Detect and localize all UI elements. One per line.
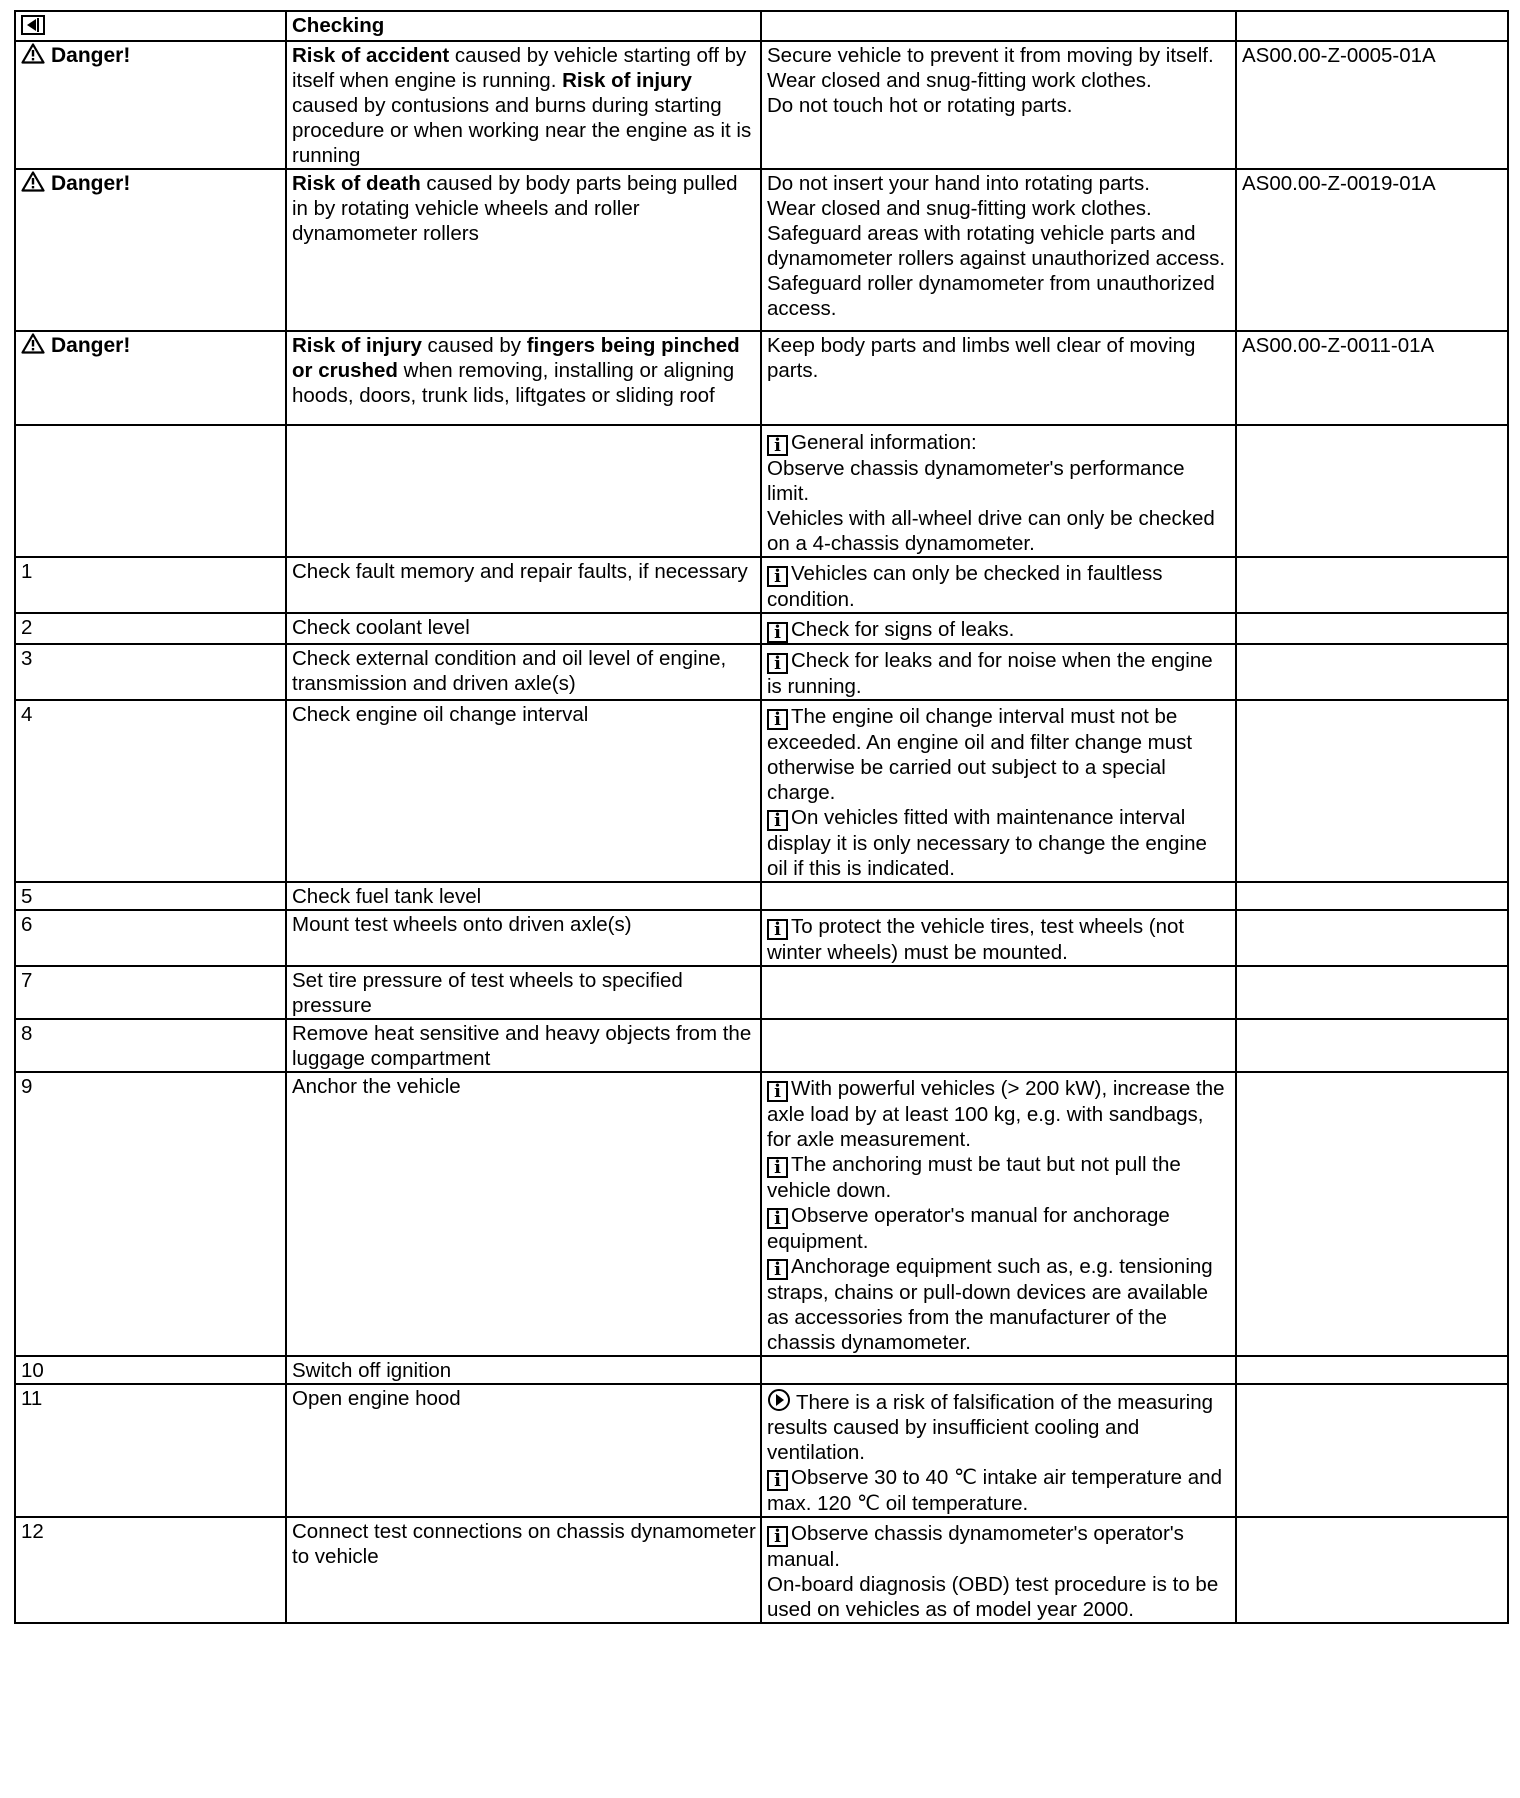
step-notes <box>761 1019 1236 1072</box>
step-row <box>15 1384 1508 1517</box>
info-icon: i <box>767 653 788 674</box>
checking-table <box>14 10 1509 1624</box>
step-note-text: The anchoring must be taut but not pull the vehicle down. <box>767 1153 1181 1202</box>
step-row <box>15 700 1508 882</box>
info-icon: i <box>767 566 788 587</box>
step-number: 10 <box>15 1356 286 1384</box>
danger-measures <box>761 331 1236 425</box>
procedure-document <box>14 10 1507 1624</box>
danger-row <box>15 41 1508 169</box>
danger-description <box>286 41 761 169</box>
step-row <box>15 1517 1508 1623</box>
step-note-text: There is a risk of falsification of the measuring results caused by insufficient cooling and ventilation. <box>767 1391 1214 1464</box>
header-empty-cell <box>761 11 1236 41</box>
step-notes <box>761 613 1236 644</box>
header-empty-cell <box>1236 11 1508 41</box>
danger-description <box>286 169 761 331</box>
info-icon: i <box>767 1081 788 1102</box>
danger-risk-text: caused by body parts being pulled in by rotating vehicle wheels and roller dynamometer rollers <box>292 172 738 245</box>
empty-cell <box>1236 1019 1508 1072</box>
empty-cell <box>1236 613 1508 644</box>
step-note <box>767 648 1231 699</box>
measure-line: Wear closed and snug-fitting work clothes. <box>767 69 1152 92</box>
step-note <box>767 617 1231 643</box>
step-notes <box>761 1384 1236 1517</box>
step-text: Check external condition and oil level of engine, transmission and driven axle(s) <box>286 644 761 700</box>
general-info-line: Vehicles with all-wheel drive can only be checked on a 4-chassis dynamometer. <box>767 507 1215 555</box>
header-row <box>15 11 1508 41</box>
step-note <box>767 1254 1231 1355</box>
step-row <box>15 1356 1508 1384</box>
warning-triangle-icon <box>21 333 45 354</box>
danger-label-cell <box>15 41 286 169</box>
step-note <box>767 1152 1231 1203</box>
general-info-row <box>15 425 1508 557</box>
step-note <box>767 914 1231 965</box>
step-row <box>15 557 1508 613</box>
info-icon: i <box>767 1526 788 1547</box>
empty-cell <box>1236 425 1508 557</box>
step-text: Mount test wheels onto driven axle(s) <box>286 910 761 966</box>
empty-cell <box>1236 966 1508 1019</box>
empty-cell <box>1236 644 1508 700</box>
step-note-text: Anchorage equipment such as, e.g. tensioning straps, chains or pull-down devices are available as accessories from the manufacturer of the chassis dynamometer. <box>767 1255 1213 1354</box>
measure-line: Do not insert your hand into rotating parts. <box>767 172 1150 195</box>
general-info-title: General information: <box>791 431 977 454</box>
danger-measures <box>761 169 1236 331</box>
info-icon: i <box>767 1208 788 1229</box>
step-row <box>15 644 1508 700</box>
danger-risk-text: when removing, installing or aligning hoods, doors, trunk lids, liftgates or sliding roof <box>292 359 735 407</box>
step-note-text: Observe chassis dynamometer's operator's manual. <box>767 1522 1184 1571</box>
danger-row <box>15 331 1508 425</box>
step-row <box>15 613 1508 644</box>
step-text: Check fuel tank level <box>286 882 761 910</box>
step-note <box>767 1203 1231 1254</box>
info-icon: i <box>767 1157 788 1178</box>
empty-cell <box>1236 1517 1508 1623</box>
danger-label-cell <box>15 169 286 331</box>
step-notes <box>761 1072 1236 1356</box>
empty-cell <box>1236 910 1508 966</box>
danger-risk-bold: fingers being pinched or crushed <box>292 334 740 382</box>
danger-row <box>15 169 1508 331</box>
warning-triangle-icon <box>21 171 45 192</box>
step-number: 8 <box>15 1019 286 1072</box>
step-note-text: Observe 30 to 40 ℃ intake air temperature and max. 120 ℃ oil temperature. <box>767 1466 1222 1515</box>
step-notes <box>761 557 1236 613</box>
danger-label: Danger! <box>51 172 131 195</box>
empty-cell <box>1236 557 1508 613</box>
step-note-text: Check for signs of leaks. <box>791 618 1015 641</box>
step-text: Anchor the vehicle <box>286 1072 761 1356</box>
info-icon: i <box>767 622 788 643</box>
step-number: 9 <box>15 1072 286 1356</box>
danger-risk-text: caused by contusions and burns during starting procedure or when working near the engine as it is running <box>292 94 752 167</box>
step-text: Check fault memory and repair faults, if necessary <box>286 557 761 613</box>
back-arrow-icon[interactable] <box>21 15 45 35</box>
step-text: Switch off ignition <box>286 1356 761 1384</box>
danger-label: Danger! <box>51 334 131 357</box>
danger-description <box>286 331 761 425</box>
step-notes <box>761 700 1236 882</box>
empty-cell <box>1236 700 1508 882</box>
step-notes <box>761 1356 1236 1384</box>
danger-code: AS00.00-Z-0005-01A <box>1236 41 1508 169</box>
step-number: 11 <box>15 1384 286 1517</box>
empty-cell <box>286 425 761 557</box>
danger-label-cell <box>15 331 286 425</box>
step-note-text: To protect the vehicle tires, test wheels (not winter wheels) must be mounted. <box>767 915 1185 964</box>
step-row <box>15 1019 1508 1072</box>
step-text: Open engine hood <box>286 1384 761 1517</box>
step-notes <box>761 644 1236 700</box>
step-text: Connect test connections on chassis dynamometer to vehicle <box>286 1517 761 1623</box>
empty-cell <box>15 425 286 557</box>
info-icon: i <box>767 435 788 456</box>
step-note-text: On-board diagnosis (OBD) test procedure is to be used on vehicles as of model year 2000. <box>767 1573 1219 1621</box>
step-row <box>15 1072 1508 1356</box>
empty-cell <box>1236 882 1508 910</box>
step-notes <box>761 882 1236 910</box>
info-icon: i <box>767 919 788 940</box>
danger-risk-text: caused by <box>421 334 527 357</box>
measure-line: Do not touch hot or rotating parts. <box>767 94 1073 117</box>
step-notes <box>761 1517 1236 1623</box>
empty-cell <box>1236 1072 1508 1356</box>
info-icon: i <box>767 1470 788 1491</box>
step-note-text: With powerful vehicles (> 200 kW), increase the axle load by at least 100 kg, e.g. with sandbags, for axle measurement. <box>767 1077 1225 1151</box>
step-notes <box>761 966 1236 1019</box>
step-row <box>15 882 1508 910</box>
measure-line: Secure vehicle to prevent it from moving by itself. <box>767 44 1214 67</box>
step-row <box>15 966 1508 1019</box>
step-note <box>767 1572 1231 1622</box>
step-text: Check coolant level <box>286 613 761 644</box>
note-circle-icon <box>767 1388 791 1412</box>
step-note <box>767 561 1231 612</box>
step-text: Remove heat sensitive and heavy objects from the luggage compartment <box>286 1019 761 1072</box>
step-note-text: The engine oil change interval must not be exceeded. An engine oil and filter change must otherwise be carried out subject to a special charge. <box>767 705 1193 804</box>
step-number: 3 <box>15 644 286 700</box>
danger-risk-bold: Risk of injury <box>562 69 692 92</box>
danger-risk-text: caused by vehicle starting off by itself when engine is running. <box>292 44 747 92</box>
info-icon: i <box>767 810 788 831</box>
measure-line: Safeguard areas with rotating vehicle parts and dynamometer rollers against unauthorized access. <box>767 222 1226 270</box>
danger-measures <box>761 41 1236 169</box>
step-note-text: Observe operator's manual for anchorage equipment. <box>767 1204 1170 1253</box>
step-text: Check engine oil change interval <box>286 700 761 882</box>
page-title: Checking <box>286 11 761 41</box>
step-text: Set tire pressure of test wheels to specified pressure <box>286 966 761 1019</box>
danger-risk-bold: Risk of death <box>292 172 421 195</box>
danger-risk-bold: Risk of injury <box>292 334 422 357</box>
info-icon: i <box>767 1259 788 1280</box>
back-cell[interactable] <box>15 11 286 41</box>
empty-cell <box>1236 1356 1508 1384</box>
general-info <box>761 425 1236 557</box>
step-number: 2 <box>15 613 286 644</box>
danger-code: AS00.00-Z-0019-01A <box>1236 169 1508 331</box>
step-number: 7 <box>15 966 286 1019</box>
info-icon: i <box>767 709 788 730</box>
measure-line: Wear closed and snug-fitting work clothes. <box>767 197 1152 220</box>
step-note-text: Vehicles can only be checked in faultless condition. <box>767 562 1163 611</box>
step-note-text: On vehicles fitted with maintenance interval display it is only necessary to change the engine oil if this is indicated. <box>767 806 1207 880</box>
step-number: 5 <box>15 882 286 910</box>
step-note-text: Check for leaks and for noise when the engine is running. <box>767 649 1213 698</box>
danger-code: AS00.00-Z-0011-01A <box>1236 331 1508 425</box>
step-notes <box>761 910 1236 966</box>
measure-line: Safeguard roller dynamometer from unauthorized access. <box>767 272 1215 320</box>
step-number: 12 <box>15 1517 286 1623</box>
step-row <box>15 910 1508 966</box>
warning-triangle-icon <box>21 43 45 64</box>
step-note <box>767 1521 1231 1572</box>
step-number: 6 <box>15 910 286 966</box>
danger-label: Danger! <box>51 44 131 67</box>
step-note <box>767 1076 1231 1152</box>
step-note <box>767 704 1231 805</box>
step-note <box>767 1465 1231 1516</box>
step-note <box>767 805 1231 881</box>
step-number: 1 <box>15 557 286 613</box>
danger-risk-bold: Risk of accident <box>292 44 450 67</box>
empty-cell <box>1236 1384 1508 1517</box>
measure-line: Keep body parts and limbs well clear of moving parts. <box>767 334 1196 382</box>
step-note <box>767 1388 1231 1465</box>
general-info-line: Observe chassis dynamometer's performance limit. <box>767 457 1185 505</box>
step-number: 4 <box>15 700 286 882</box>
